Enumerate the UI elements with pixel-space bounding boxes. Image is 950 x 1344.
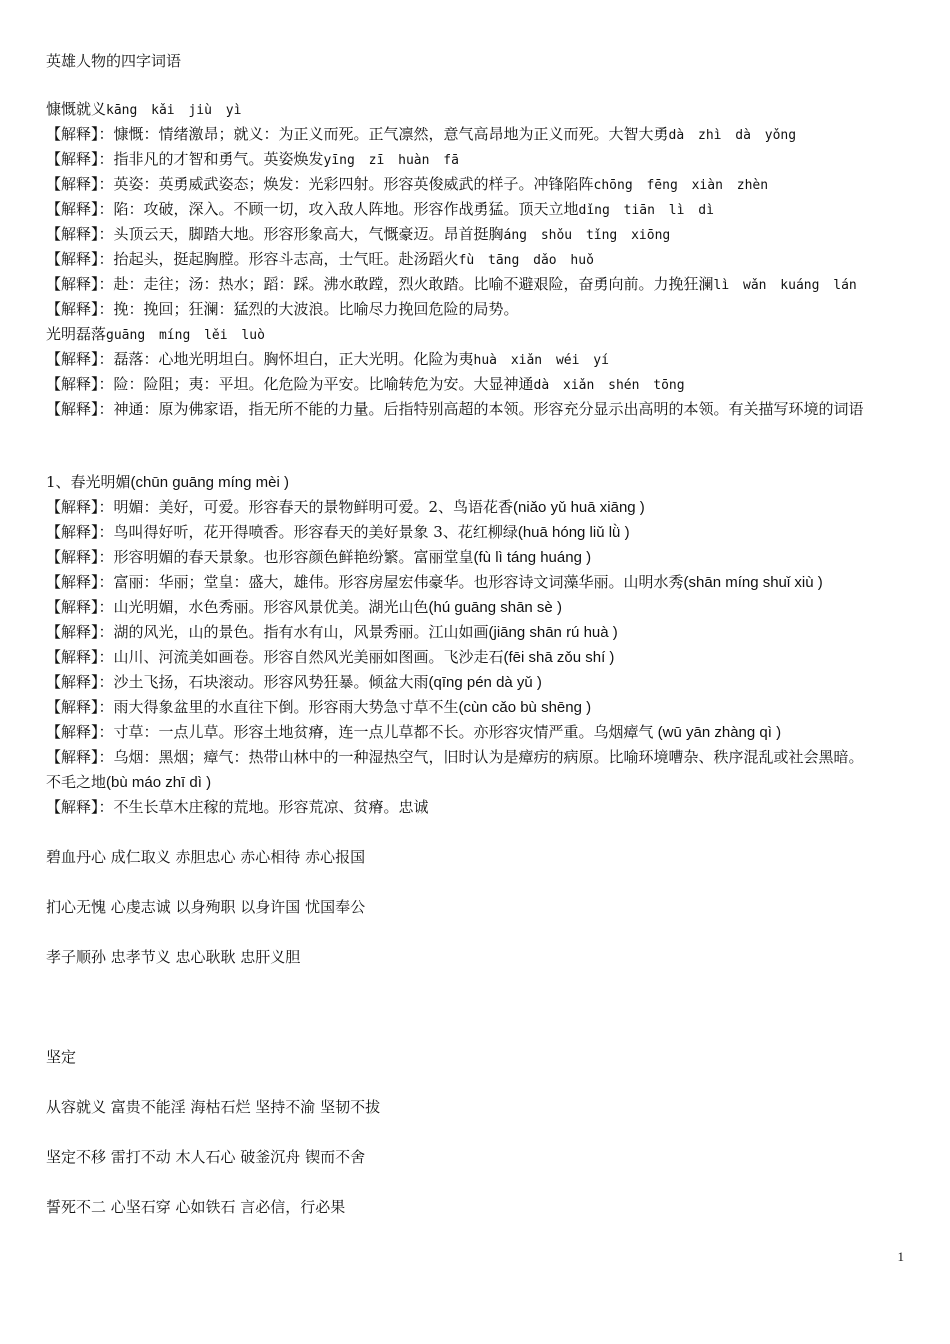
page-title: 英雄人物的四字词语 (46, 52, 182, 70)
text-line: 【解释】：英姿：英勇威武姿态；焕发：光彩四射。形容英俊威武的样子。冲锋陷阵chōng fēng xiàn zhèn (46, 175, 769, 193)
text-line: 1、春光明媚(chūn guāng míng mèi ) (46, 473, 289, 491)
text-line: 【解释】：雨大得象盆里的水直往下倒。形容雨大势急寸草不生(cùn cǎo bù shēng ) (46, 698, 592, 716)
text-line: 【解释】：陷：攻破，深入。不顾一切，攻入敌人阵地。形容作战勇猛。顶天立地dǐng tiān lì dì (46, 200, 714, 218)
text-line: 【解释】：挽：挽回；狂澜：猛烈的大波浪。比喻尽力挽回危险的局势。 (46, 300, 519, 318)
text-line: 【解释】：乌烟：黑烟；瘴气：热带山林中的一种湿热空气，旧时认为是瘴疠的病原。比喻环境嘈杂、秩序混乱或社会黑暗。 (46, 748, 864, 766)
word-row: 扪心无愧 心虔志诚 以身殉职 以身许国 忧国奉公 (46, 898, 366, 916)
page-number: 1 (897, 1249, 904, 1264)
text-line: 【解释】：头顶云天，脚踏大地。形容形象高大，气慨豪迈。昂首挺胸áng shǒu tǐng xiōng (46, 225, 671, 243)
text-line: 【解释】：寸草：一点儿草。形容土地贫瘠，连一点儿草都不长。亦形容灾情严重。乌烟瘴气 (wū yān zhàng qì ) (46, 723, 782, 741)
text-line: 【解释】：不生长草木庄稼的荒地。形容荒凉、贫瘠。忠诚 (46, 798, 429, 816)
text-line: 【解释】：湖的风光，山的景色。指有水有山，风景秀丽。江山如画(jiāng shān rú huà ) (46, 623, 618, 641)
text-line: 慷慨就义kāng kǎi jiù yì (46, 100, 242, 118)
text-line: 【解释】：沙土飞扬，石块滚动。形容风势狂暴。倾盆大雨(qīng pén dà yǔ ) (46, 673, 542, 691)
text-line: 光明磊落guāng míng lěi luò (46, 325, 265, 343)
text-line: 【解释】：赴：走往；汤：热水；蹈：踩。沸水敢蹚，烈火敢踏。比喻不避艰险，奋勇向前。力挽狂澜lì wǎn kuáng lán (46, 275, 857, 293)
text-line: 【解释】：山川、河流美如画卷。形容自然风光美丽如图画。飞沙走石(fēi shā zǒu shí ) (46, 648, 615, 666)
text-line: 【解释】：鸟叫得好听，花开得喷香。形容春天的美好景象 3、花红柳绿(huā hóng liǔ lǜ ) (46, 523, 630, 541)
text-paragraph: 【解释】：神通：原为佛家语，指无所不能的力量。后指特别高超的本领。形容充分显示出高明的本领。有关描写环境的词语 (46, 400, 864, 418)
text-line: 【解释】：指非凡的才智和勇气。英姿焕发yīng zī huàn fā (46, 150, 459, 168)
section-heading: 坚定 (46, 1048, 77, 1066)
text-line: 【解释】：明媚：美好，可爱。形容春天的景物鲜明可爱。2、鸟语花香(niǎo yǔ huā xiāng ) (46, 498, 645, 516)
text-line: 【解释】：山光明媚，水色秀丽。形容风景优美。湖光山色(hú guāng shān sè ) (46, 598, 562, 616)
text-line: 【解释】：磊落：心地光明坦白。胸怀坦白，正大光明。化险为夷huà xiǎn wéi yí (46, 350, 609, 368)
text-line: 【解释】：抬起头，挺起胸膛。形容斗志高，士气旺。赴汤蹈火fù tāng dǎo huǒ (46, 250, 594, 268)
word-row: 孝子顺孙 忠孝节义 忠心耿耿 忠肝义胆 (46, 948, 301, 966)
text-line: 【解释】：形容明媚的春天景象。也形容颜色鲜艳纷繁。富丽堂皇(fù lì táng huáng ) (46, 548, 592, 566)
word-row: 誓死不二 心坚石穿 心如铁石 言必信，行必果 (46, 1198, 346, 1216)
word-row: 从容就义 富贵不能淫 海枯石烂 坚持不渝 坚韧不拔 (46, 1098, 381, 1116)
text-line: 【解释】：险：险阻；夷：平坦。化危险为平安。比喻转危为安。大显神通dà xiǎn shén tōng (46, 375, 685, 393)
text-line: 不毛之地(bù máo zhī dì ) (46, 773, 212, 791)
text-line: 【解释】：慷慨：情绪激昂；就义：为正义而死。正气凛然，意气高昂地为正义而死。大智大勇dà zhì dà yǒng (46, 125, 797, 143)
text-line: 【解释】：富丽：华丽；堂皇：盛大，雄伟。形容房屋宏伟豪华。也形容诗文词藻华丽。山明水秀(shān míng shuǐ xiù ) (46, 573, 823, 591)
word-row: 坚定不移 雷打不动 木人石心 破釜沉舟 锲而不舍 (46, 1148, 366, 1166)
word-row: 碧血丹心 成仁取义 赤胆忠心 赤心相待 赤心报国 (46, 848, 366, 866)
